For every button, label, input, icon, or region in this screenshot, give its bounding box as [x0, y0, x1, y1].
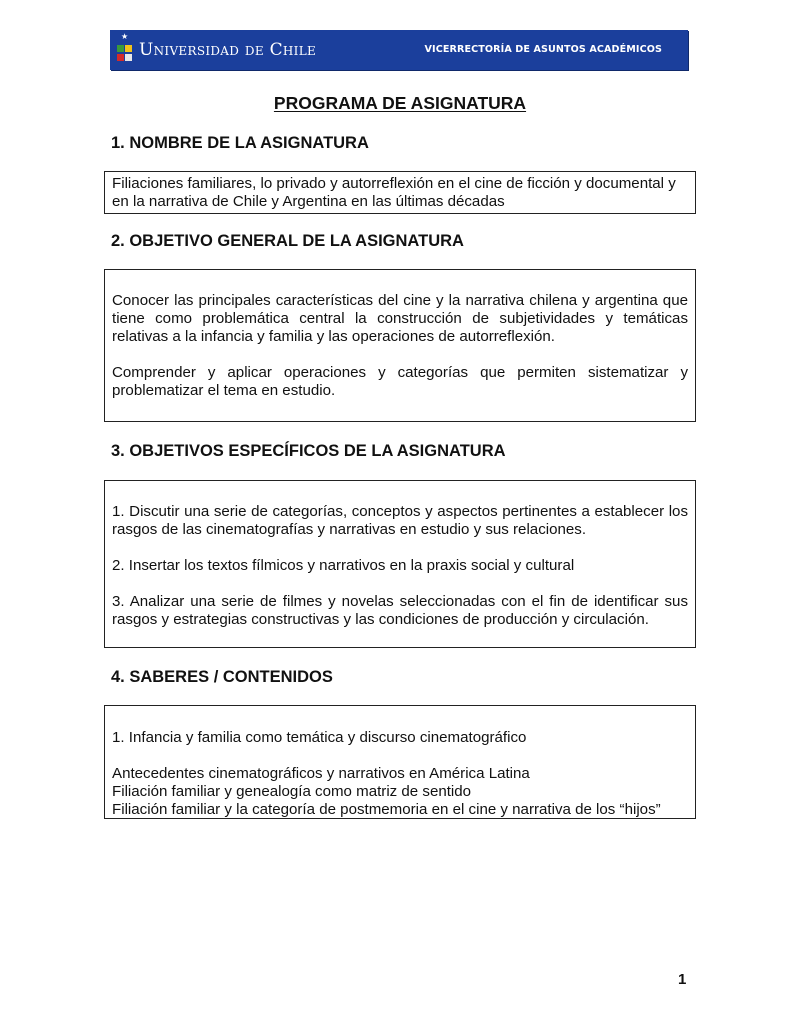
section-box-objetivo-general — [104, 269, 696, 422]
university-crest-icon — [117, 33, 133, 67]
section-box-nombre — [104, 171, 696, 214]
crest-quadrant — [125, 54, 132, 61]
crest-quadrant — [117, 54, 124, 61]
document-title — [0, 93, 800, 113]
crest-quadrant — [125, 45, 132, 52]
header-banner — [110, 30, 688, 70]
section-box-objetivos-especificos — [104, 480, 696, 648]
list-item: 1. Discutir una serie de categorías, conceptos y aspectos pertinentes a establecer los rasgos de las cinematografías y narrativas en estudio y sus relaciones. — [112, 503, 688, 538]
document-title-text: PROGRAMA DE ASIGNATURA — [273, 93, 527, 113]
list-item: 2. Insertar los textos fílmicos y narrativos en la praxis social y cultural — [112, 557, 575, 574]
section-heading-objetivos-especificos: 3. OBJETIVOS ESPECÍFICOS DE LA ASIGNATURA — [111, 442, 506, 460]
crest-quadrant — [117, 45, 124, 52]
list-item: Antecedentes cinematográficos y narrativos en América Latina — [112, 765, 530, 782]
university-name: Universidad de Chile — [139, 40, 317, 60]
list-item: 1. Infancia y familia como temática y discurso cinematográfico — [112, 729, 527, 746]
star-icon: ★ — [121, 32, 129, 41]
section-heading-saberes: 4. SABERES / CONTENIDOS — [111, 668, 333, 686]
list-item: Filiación familiar y la categoría de postmemoria en el cine y narrativa de los “hijos” — [112, 801, 661, 818]
list-item: 3. Analizar una serie de filmes y novelas seleccionadas con el fin de identificar sus rasgos y estrategias constructivas y las condiciones de producción y circulación. — [112, 593, 688, 628]
paragraph: Conocer las principales características del cine y la narrativa chilena y argentina que tiene como problemática central la construcción de subjetividades y temáticas relativas a la infancia y familia y las operaciones de autorreflexión. — [112, 292, 688, 345]
page-number: 1 — [678, 971, 687, 988]
course-name: Filiaciones familiares, lo privado y autorreflexión en el cine de ficción y documental y en la narrativa de Chile y Argentina en las últimas décadas — [112, 175, 676, 210]
section-box-saberes — [104, 705, 696, 819]
section-heading-nombre: 1. NOMBRE DE LA ASIGNATURA — [111, 134, 369, 152]
department-name: VICERRECTORÍA DE ASUNTOS ACADÉMICOS — [424, 44, 662, 55]
paragraph: Comprender y aplicar operaciones y categorías que permiten sistematizar y problematizar el tema en estudio. — [112, 364, 688, 399]
section-heading-objetivo-general: 2. OBJETIVO GENERAL DE LA ASIGNATURA — [111, 232, 464, 250]
list-item: Filiación familiar y genealogía como matriz de sentido — [112, 783, 472, 800]
